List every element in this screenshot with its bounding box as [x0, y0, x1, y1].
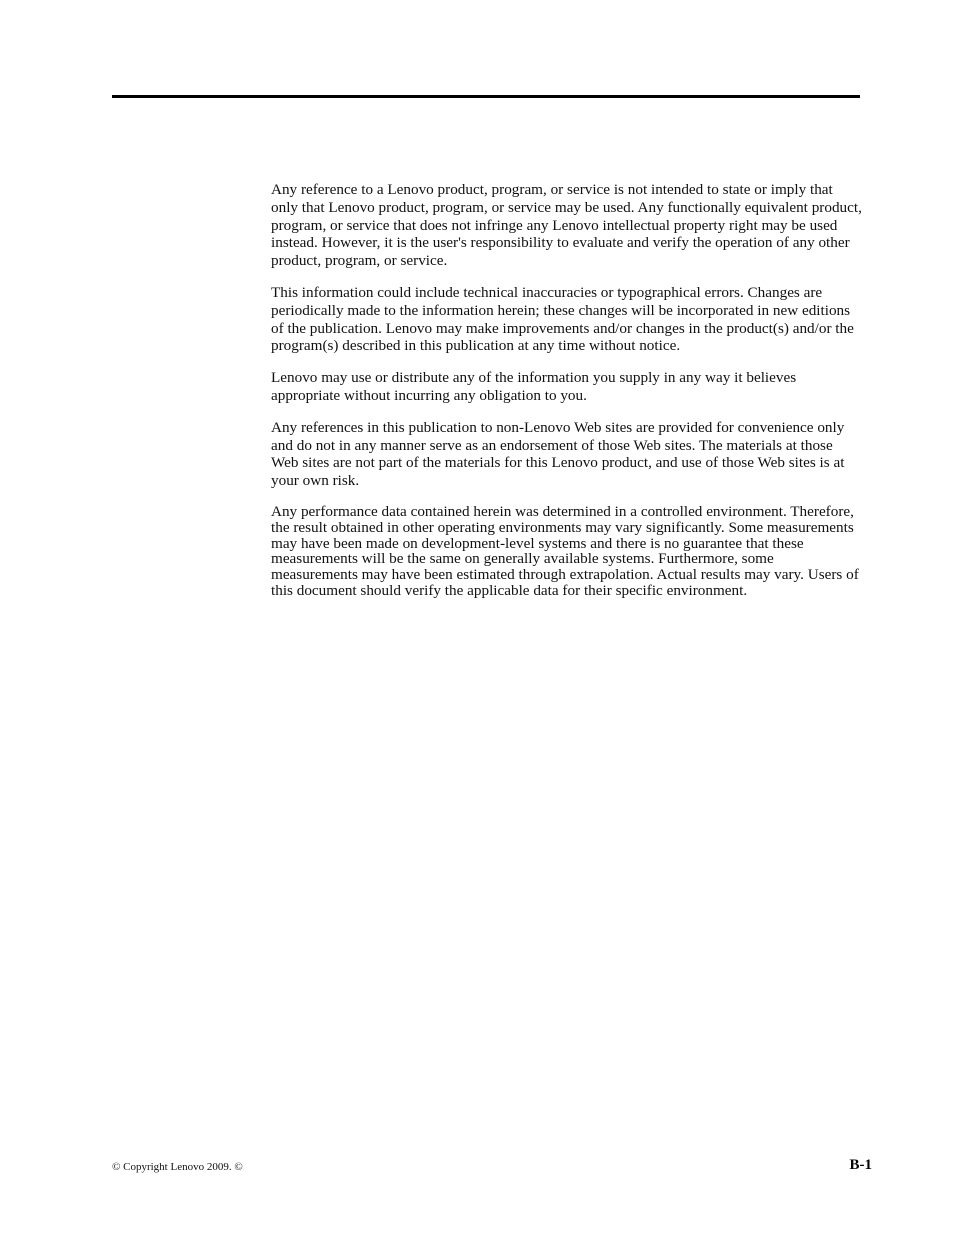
paragraph-technical-inaccuracies: This information could include technical inaccuracies or typographical errors. Changes are periodically made to the information herein; these changes will be incorporated in new editions of the publication. Lenovo may make improvements and/or changes in the product(s) and/or the program(s) described in this publication at any time without notice.	[271, 283, 854, 355]
page-number: B-1	[849, 1157, 872, 1173]
paragraph-performance-data: Any performance data contained herein was determined in a controlled environment. Therefore, the result obtained in other operating environments may vary significantly. Some measurements may have been made on development-level systems and there is no guarantee that these measurements will be the same on generally available systems. Furthermore, some measurements may have been estimated through extrapolation. Actual results may vary. Users of this document should verify the applicable data for their specific environment.	[271, 502, 859, 599]
header-rule	[112, 95, 860, 98]
paragraph-web-sites: Any references in this publication to non-Lenovo Web sites are provided for convenience only and do not in any manner serve as an endorsement of those Web sites. The materials at those Web sites are not part of the materials for this Lenovo product, and use of those Web sites is at your own risk.	[271, 418, 845, 490]
copyright-notice: © Copyright Lenovo 2009. ©	[112, 1161, 243, 1173]
paragraph-information-use: Lenovo may use or distribute any of the information you supply in any way it believes appropriate without incurring any obligation to you.	[271, 369, 797, 404]
notices-body	[271, 181, 863, 613]
paragraph-product-reference: Any reference to a Lenovo product, program, or service is not intended to state or imply that only that Lenovo product, program, or service may be used. Any functionally equivalent product, program, or service that does not infringe any Lenovo intellectual property right may be used instead. However, it is the user's responsibility to evaluate and verify the operation of any other product, program, or service.	[271, 181, 862, 270]
